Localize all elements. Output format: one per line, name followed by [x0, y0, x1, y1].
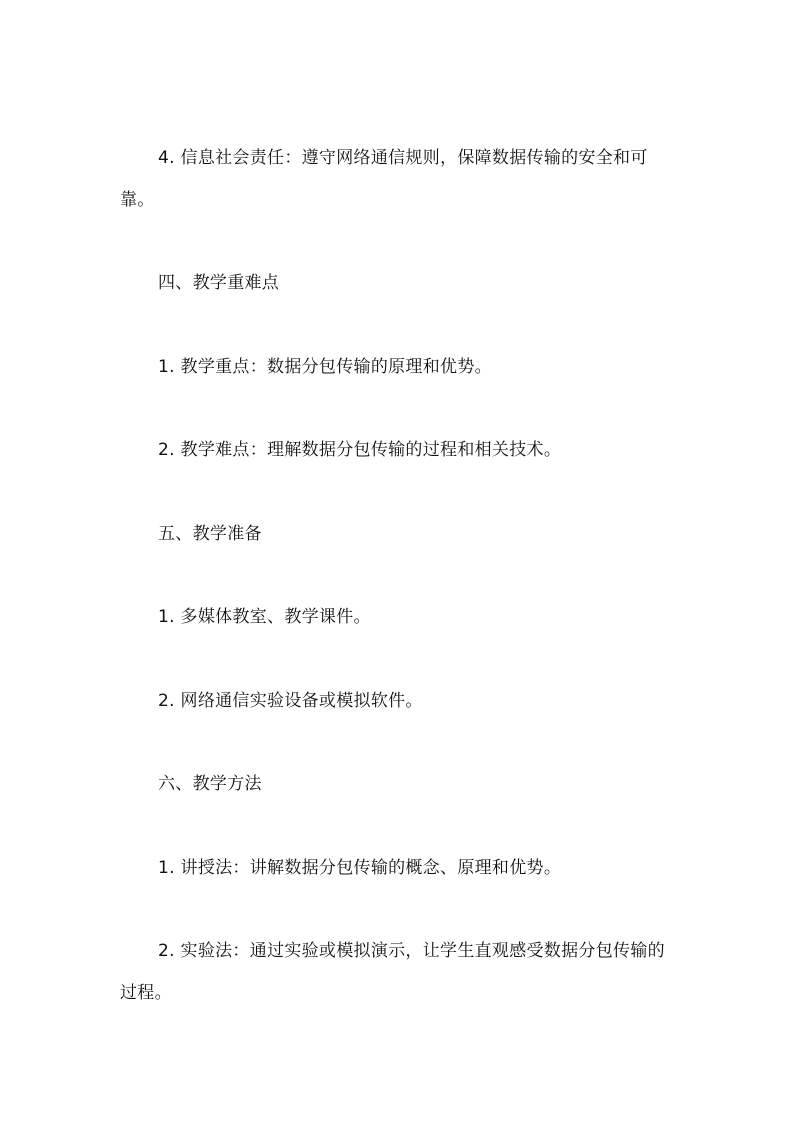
section-heading-key-difficult-points: 四、教学重难点 — [158, 273, 280, 293]
paragraph-difficult-point: 2. 教学难点：理解数据分包传输的过程和相关技术。 — [158, 440, 562, 460]
section-heading-preparation: 五、教学准备 — [158, 524, 262, 544]
paragraph-method-1: 1. 讲授法：讲解数据分包传输的概念、原理和优势。 — [158, 858, 562, 878]
paragraph-preparation-2: 2. 网络通信实验设备或模拟软件。 — [158, 691, 423, 711]
section-heading-methods: 六、教学方法 — [158, 774, 262, 794]
paragraph-method-2: 2. 实验法：通过实验或模拟演示，让学生直观感受数据分包传输的过程。 — [120, 941, 665, 1003]
paragraph-key-point: 1. 教学重点：数据分包传输的原理和优势。 — [158, 357, 492, 377]
paragraph-info-responsibility: 4. 信息社会责任：遵守网络通信规则，保障数据传输的安全和可靠。 — [120, 148, 648, 210]
paragraph-preparation-1: 1. 多媒体教室、教学课件。 — [158, 607, 371, 627]
